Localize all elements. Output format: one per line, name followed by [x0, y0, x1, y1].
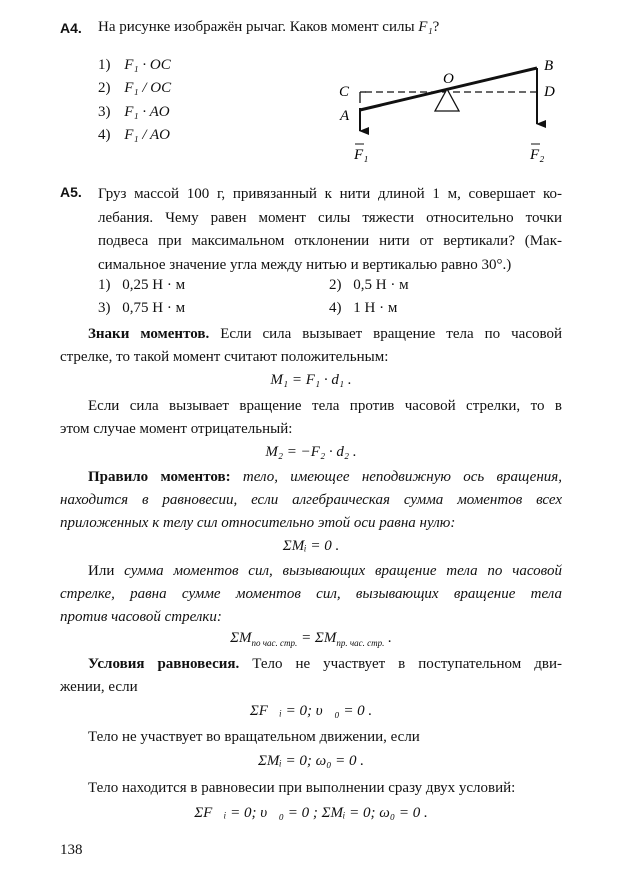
label-f1: F₁ [354, 147, 369, 163]
equilibrium-heading: Условия равновесия. [88, 656, 240, 672]
a5-label: А5. [60, 184, 82, 200]
a5-line: подвеса при максимальном отклонении нити от вертикали? (Мак- [98, 233, 562, 249]
equilibrium-line-1 [60, 656, 562, 673]
option-num: 4) [98, 127, 111, 143]
option-text: 0,25 Н · м [122, 277, 186, 293]
rule-line-2: находится в равновесии, если алгебраическая сумма моментов всех [60, 492, 562, 508]
a5-option-1[interactable] [98, 277, 185, 294]
option-num: 3) [98, 104, 111, 120]
formula-rhs-sub: пр. час. стр. [336, 638, 385, 648]
a5-option-2[interactable] [329, 277, 409, 294]
formula-clockwise [60, 630, 562, 648]
a5-line: Груз массой 100 г, привязанный к нити длиной 1 м, совершает ко- [98, 186, 562, 202]
equilibrium-line-4: Тело находится в равновесии при выполнении сразу двух условий: [88, 780, 516, 796]
formula-both: ΣF⃗ᵢ = 0; υ⃗₀ = 0 ; ΣMᵢ = 0; ω₀ = 0 . [194, 805, 428, 821]
option-text: 0,5 Н · м [353, 277, 409, 293]
rule-text: тело, имеющее неподвижную ось вращения, [230, 469, 562, 485]
a5-line: лебания. Чему равен момент силы тяжести относительно точки [98, 209, 562, 226]
signs-line-1 [60, 326, 562, 343]
rule-or-line-1 [60, 563, 562, 580]
option-text: F₁ / AO [124, 127, 171, 143]
formula-lhs-sub: по час. стр. [251, 638, 298, 648]
formula-m1: M₁ = F₁ · d₁ . [270, 372, 352, 388]
option-text: F₁ · AO [124, 104, 170, 120]
label-a: A [340, 108, 350, 124]
rule-or-text: сумма моментов сил, вызывающих вращение тела по часовой [114, 563, 562, 579]
equilibrium-line-3: Тело не участвует во вращательном движении, если [88, 729, 420, 745]
lever-figure [0, 0, 623, 180]
rule-or-line-2: стрелке, равна сумме моментов сил, вызывающих вращение тела [60, 586, 562, 602]
rule-line-1 [60, 469, 562, 486]
label-f2: F₂ [530, 147, 545, 163]
a5-option-3[interactable] [98, 300, 185, 317]
option-text: F₁ / OC [124, 80, 172, 96]
label-d: D [544, 84, 555, 100]
signs-line-4: этом случае момент отрицательный: [60, 421, 293, 437]
option-text: 0,75 Н · м [122, 300, 186, 316]
option-num: 1) [98, 277, 111, 293]
option-num: 2) [98, 80, 111, 96]
rule-heading: Правило моментов: [88, 469, 231, 485]
option-num: 3) [98, 300, 111, 316]
option-num: 4) [329, 300, 342, 316]
a5-option-4[interactable] [329, 300, 397, 317]
formula-sum-m: ΣMᵢ = 0 . [282, 538, 340, 554]
label-b: B [544, 58, 554, 74]
formula-m2: M₂ = −F₂ · d₂ . [265, 444, 357, 460]
option-text: F₁ · OC [124, 57, 171, 73]
label-o: O [443, 71, 454, 87]
a5-question [98, 183, 562, 277]
formula-rotational: ΣMᵢ = 0; ω₀ = 0 . [257, 753, 365, 769]
signs-line-3: Если сила вызывает вращение тела против часовой стрелки, то в [88, 398, 562, 414]
equilibrium-line-2: жении, если [60, 679, 138, 695]
page-number: 138 [60, 842, 83, 858]
formula-translational: ΣF⃗ᵢ = 0; υ⃗₀ = 0 . [249, 703, 373, 719]
a4-question-var: F₁ [418, 19, 433, 35]
rule-or-word: Или [88, 563, 115, 579]
a5-line: симальное значение угла между нитью и вертикалью равно 30°.) [98, 256, 512, 273]
a4-question-end: ? [432, 19, 440, 35]
option-num: 1) [98, 57, 111, 73]
formula-end: . [384, 630, 392, 646]
signs-line-2: стрелке, то такой момент считают положительным: [60, 349, 389, 365]
rule-line-3: приложенных к телу сил относительно этой оси равна нулю: [60, 515, 456, 531]
signs-text: Если сила вызывает вращение тела по часовой [209, 326, 562, 342]
a4-label: А4. [60, 20, 82, 36]
formula-eq: = ΣM [297, 630, 337, 646]
formula-lhs: ΣM [230, 630, 252, 646]
equilibrium-text: Тело не участвует в поступательном дви- [239, 656, 562, 672]
rule-or-line-3: против часовой стрелки: [60, 609, 222, 625]
a4-question-text: На рисунке изображён рычаг. Каков момент силы [98, 19, 415, 35]
option-text: 1 Н · м [353, 300, 398, 316]
label-c: C [339, 84, 350, 100]
option-num: 2) [329, 277, 342, 293]
signs-heading: Знаки моментов. [88, 326, 210, 342]
